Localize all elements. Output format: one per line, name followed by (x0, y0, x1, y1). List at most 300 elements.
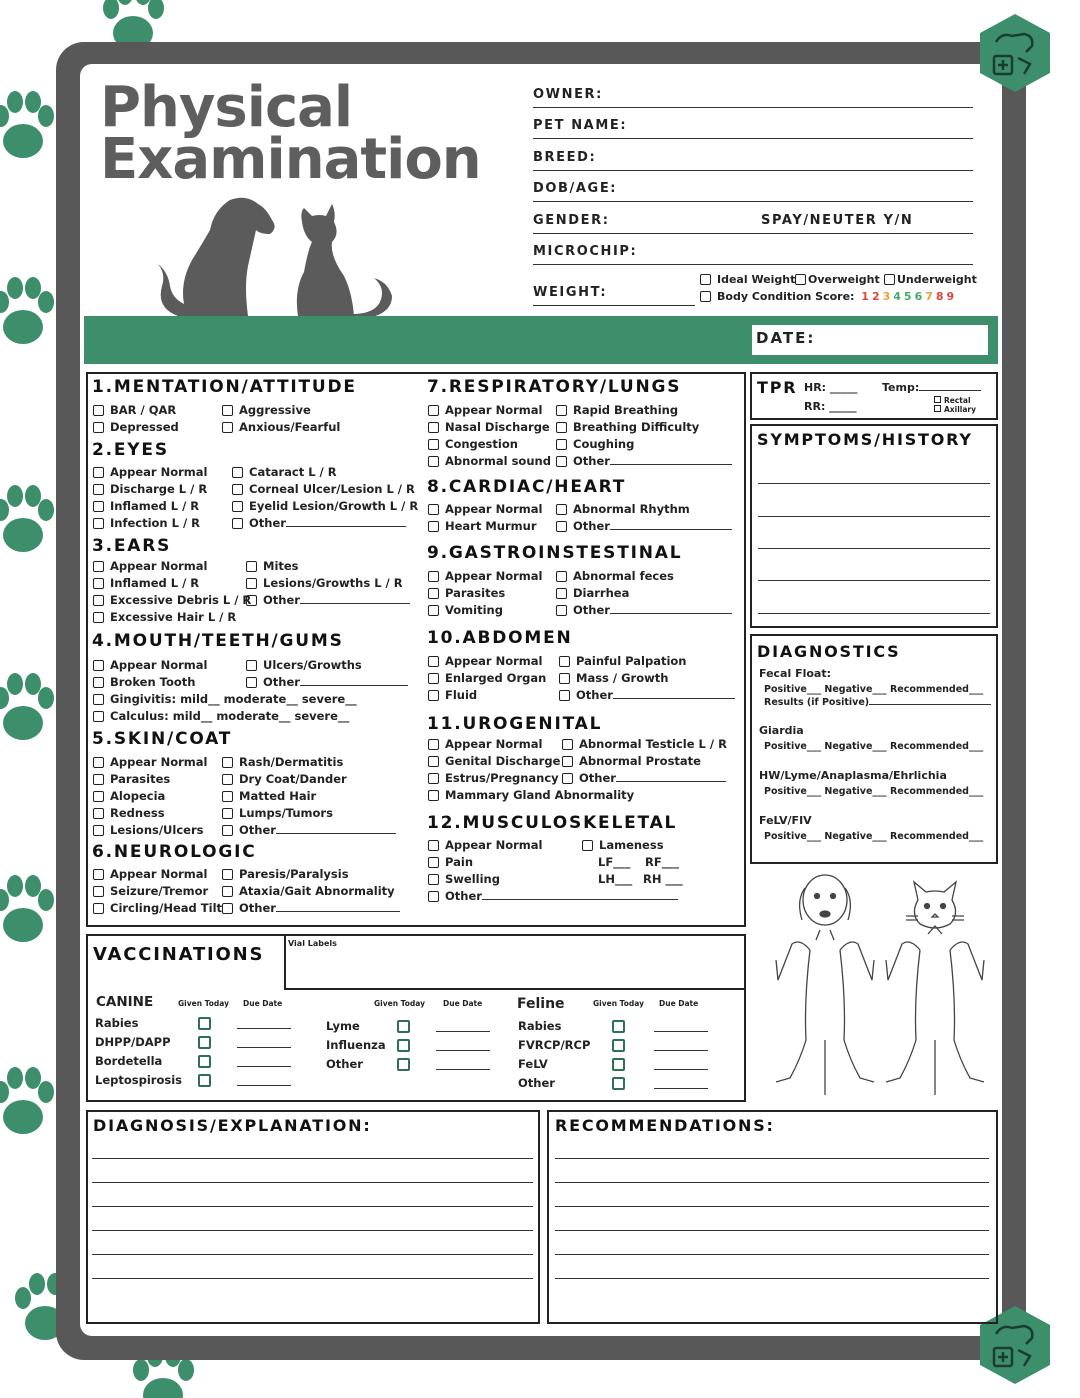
checkbox-icon (93, 677, 104, 688)
checkbox-icon (246, 677, 257, 688)
due-date-field[interactable] (237, 1028, 291, 1029)
checkbox-item[interactable] (582, 838, 664, 852)
section-title-s10: 10.ABDOMEN (427, 628, 573, 648)
checkbox-icon (232, 484, 243, 495)
checkbox-label: Painful Palpation (576, 654, 687, 668)
checkbox-item[interactable] (93, 658, 207, 672)
checkbox-item[interactable] (428, 403, 542, 417)
checkbox-label: Appear Normal (445, 569, 543, 583)
pet-name-field[interactable] (533, 115, 973, 139)
underweight-checkbox[interactable] (884, 273, 977, 286)
given-today-checkbox[interactable] (612, 1039, 625, 1052)
diagnosis-line[interactable] (92, 1158, 533, 1159)
checkbox-item[interactable] (222, 806, 333, 820)
checkbox-icon (428, 605, 439, 616)
section-title-s1: 1.MENTATION/ATTITUDE (92, 377, 357, 397)
checkbox-label: Breathing Difficulty (573, 420, 700, 434)
breed-field[interactable] (533, 147, 973, 171)
section-title-s9: 9.GASTROINSTESTINAL (427, 543, 683, 563)
checkbox-label: Appear Normal (110, 867, 208, 881)
checkbox-item[interactable] (428, 872, 500, 886)
checkbox-item[interactable] (246, 559, 299, 573)
symptoms-line[interactable] (758, 516, 990, 517)
checkbox-item[interactable] (428, 603, 503, 617)
checkbox-item[interactable] (93, 516, 200, 530)
checkbox-item[interactable] (232, 482, 415, 496)
checkbox-item[interactable] (93, 593, 251, 607)
given-today-checkbox[interactable] (612, 1058, 625, 1071)
bcs-score-8[interactable]: 8 (935, 290, 947, 303)
bcs-score-7[interactable]: 7 (925, 290, 936, 303)
vaccine-label: Bordetella (95, 1054, 163, 1068)
paw-print-icon (0, 272, 58, 352)
owner-label: OWNER: (533, 87, 603, 102)
checkbox-label: Appear Normal (110, 559, 208, 573)
diagnosis-line[interactable] (92, 1230, 533, 1231)
checkbox-label: Discharge L / R (110, 482, 208, 496)
symptoms-line[interactable] (758, 613, 990, 614)
given-today-header: Given Today (374, 999, 426, 1008)
fecal-results-label: Results (if Positive) (764, 697, 870, 708)
checkbox-icon (556, 521, 567, 532)
recommendation-line[interactable] (555, 1230, 989, 1231)
due-date-header: Due Date (243, 999, 283, 1008)
checkbox-icon (93, 422, 104, 433)
checkbox-item[interactable] (556, 603, 732, 617)
diagnosis-line[interactable] (92, 1182, 533, 1183)
recommendations-title: RECOMMENDATIONS: (555, 1116, 775, 1135)
checkbox-item[interactable] (246, 576, 403, 590)
bcs-score-1[interactable]: 1 (861, 290, 872, 303)
diagnostics-title: DIAGNOSTICS (757, 642, 901, 661)
checkbox-label: Other (263, 593, 300, 607)
checkbox-label: Rash/Dermatitis (239, 755, 344, 769)
rectal-checkbox[interactable] (934, 396, 971, 405)
checkbox-icon (93, 578, 104, 589)
section-title-s6: 6.NEUROLOGIC (92, 842, 257, 862)
checkbox-item[interactable] (93, 465, 207, 479)
checkbox-item[interactable] (222, 823, 396, 837)
ideal-weight-checkbox[interactable] (700, 273, 795, 286)
symptoms-line[interactable] (758, 483, 990, 484)
due-date-field[interactable] (436, 1069, 490, 1070)
checkbox-label: Nasal Discharge (445, 420, 550, 434)
checkbox-icon (93, 467, 104, 478)
checkbox-icon (934, 405, 941, 412)
checkbox-icon (222, 422, 233, 433)
checkbox-label: Calculus: mild__ moderate__ severe__ (110, 709, 350, 723)
hr-field[interactable]: HR: _____ (804, 381, 858, 394)
checkbox-item[interactable] (232, 499, 418, 513)
checkbox-item[interactable] (428, 671, 546, 685)
diagnosis-box (86, 1110, 540, 1324)
due-date-header: Due Date (443, 999, 483, 1008)
bcs-score-4[interactable]: 4 (893, 290, 904, 303)
checkbox-icon[interactable] (700, 291, 711, 302)
checkbox-label: Diarrhea (573, 586, 630, 600)
due-date-field[interactable] (654, 1031, 708, 1032)
given-today-checkbox[interactable] (397, 1020, 410, 1033)
checkbox-item[interactable] (93, 576, 199, 590)
checkbox-icon (556, 456, 567, 467)
checkbox-item[interactable] (222, 420, 340, 434)
blank-line (613, 698, 735, 699)
checkbox-label: Dry Coat/Dander (239, 772, 347, 786)
checkbox-icon (428, 891, 439, 902)
overweight-checkbox[interactable] (795, 273, 880, 286)
date-field[interactable] (752, 325, 988, 355)
checkbox-label: Other (579, 771, 616, 785)
dog-cat-silhouette-icon (148, 190, 408, 320)
checkbox-item[interactable] (93, 692, 357, 706)
checkbox-label: Lesions/Growths L / R (263, 576, 403, 590)
bcs-score-3[interactable]: 3 (882, 290, 894, 303)
blank-line (610, 529, 732, 530)
checkbox-label: Infection L / R (110, 516, 201, 530)
section-title-s2: 2.EYES (92, 440, 169, 460)
title-line-1: Physical (100, 75, 353, 140)
checkbox-icon (93, 774, 104, 785)
given-today-checkbox[interactable] (198, 1055, 211, 1068)
gender-field[interactable] (533, 210, 973, 234)
checkbox-item[interactable] (428, 569, 542, 583)
checkbox-item[interactable] (428, 519, 537, 533)
checkbox-item[interactable] (428, 889, 678, 903)
checkbox-item[interactable] (562, 771, 726, 785)
vaccine-label: Rabies (95, 1016, 139, 1030)
checkbox-icon (428, 588, 439, 599)
checkbox-item[interactable] (559, 671, 668, 685)
checkbox-icon (222, 808, 233, 819)
diagnosis-line[interactable] (92, 1254, 533, 1255)
checkbox-icon (93, 595, 104, 606)
checkbox-icon (246, 660, 257, 671)
checkbox-item[interactable] (428, 420, 550, 434)
checkbox-item[interactable] (428, 855, 473, 869)
checkbox-label: Other (573, 454, 610, 468)
checkbox-item[interactable] (556, 454, 732, 468)
symptoms-line[interactable] (758, 580, 990, 581)
checkbox-label: Other (239, 823, 276, 837)
checkbox-label: Lumps/Tumors (239, 806, 333, 820)
checkbox-icon (428, 673, 439, 684)
diagnosis-title: DIAGNOSIS/EXPLANATION: (93, 1116, 372, 1135)
checkbox-icon (93, 484, 104, 495)
felv-fiv-label: FeLV/FIV (759, 814, 812, 827)
checkbox-item[interactable] (428, 771, 559, 785)
hw-lyme-label: HW/Lyme/Anaplasma/Ehrlichia (759, 769, 947, 782)
checkbox-icon (556, 439, 567, 450)
recommendation-line[interactable] (555, 1182, 989, 1183)
checkbox-item[interactable] (556, 586, 629, 600)
checkbox-item[interactable] (428, 437, 518, 451)
symptoms-title: SYMPTOMS/HISTORY (757, 430, 973, 449)
giardia-result-line[interactable]: Positive___ Negative___ Recommended___ (764, 741, 984, 752)
checkbox-icon (222, 825, 233, 836)
checkbox-label: Cataract L / R (249, 465, 337, 479)
checkbox-item[interactable] (232, 465, 337, 479)
diagnosis-line[interactable] (92, 1206, 533, 1207)
paw-print-icon (0, 86, 58, 166)
checkbox-label: Ataxia/Gait Abnormality (239, 884, 395, 898)
checkbox-label: Paresis/Paralysis (239, 867, 349, 881)
checkbox-item[interactable] (562, 737, 727, 751)
rh-field[interactable]: RH ___ (643, 872, 683, 886)
dog-anatomy-diagram[interactable] (770, 870, 880, 1100)
given-today-checkbox[interactable] (198, 1074, 211, 1087)
axillary-checkbox[interactable] (934, 405, 976, 414)
checkbox-item[interactable] (428, 737, 542, 751)
checkbox-label: Appear Normal (110, 658, 208, 672)
checkbox-icon (556, 422, 567, 433)
due-date-field[interactable] (436, 1050, 490, 1051)
vial-labels-box[interactable] (284, 934, 746, 990)
given-today-checkbox[interactable] (397, 1058, 410, 1071)
checkbox-label: Other (445, 889, 482, 903)
checkbox-icon (428, 405, 439, 416)
fecal-results-field[interactable] (764, 697, 991, 708)
checkbox-label: Vomiting (445, 603, 503, 617)
checkbox-icon (93, 561, 104, 572)
checkbox-item[interactable] (428, 788, 634, 802)
vaccine-label: DHPP/DAPP (95, 1035, 171, 1049)
checkbox-item[interactable] (93, 901, 222, 915)
checkbox-icon (93, 825, 104, 836)
checkbox-icon (246, 595, 257, 606)
checkbox-icon (222, 869, 233, 880)
weight-field[interactable] (533, 282, 695, 306)
checkbox-item[interactable] (93, 675, 195, 689)
bcs-score-9[interactable]: 9 (946, 290, 958, 303)
checkbox-icon (222, 791, 233, 802)
checkbox-item[interactable] (93, 420, 179, 434)
checkbox-icon (232, 518, 243, 529)
checkbox-label: Rapid Breathing (573, 403, 679, 417)
checkbox-item[interactable] (222, 901, 400, 915)
recommendations-box (547, 1110, 998, 1324)
checkbox-icon (93, 757, 104, 768)
checkbox-label: Depressed (110, 420, 179, 434)
checkbox-item[interactable] (222, 772, 347, 786)
checkbox-item[interactable] (93, 482, 207, 496)
checkbox-icon (884, 274, 895, 285)
due-date-field[interactable] (654, 1088, 708, 1089)
rf-field[interactable]: RF___ (645, 855, 679, 869)
checkbox-item[interactable] (428, 454, 551, 468)
checkbox-icon (93, 660, 104, 671)
checkbox-item[interactable] (93, 610, 236, 624)
section-title-s8: 8.CARDIAC/HEART (427, 477, 627, 497)
checkbox-item[interactable] (428, 838, 542, 852)
vaccine-label: Other (326, 1057, 363, 1071)
checkbox-label: Abnormal feces (573, 569, 674, 583)
checkbox-item[interactable] (93, 403, 176, 417)
feline-header: Feline (517, 996, 565, 1012)
checkbox-label: Gingivitis: mild__ moderate__ severe__ (110, 692, 357, 706)
dob-age-field[interactable] (533, 178, 973, 202)
checkbox-label: Excessive Hair L / R (110, 610, 237, 624)
due-date-field[interactable] (237, 1085, 291, 1086)
microchip-field[interactable] (533, 241, 973, 265)
rectal-label: Rectal (944, 396, 971, 405)
checkbox-icon (93, 405, 104, 416)
checkbox-item[interactable] (556, 420, 699, 434)
checkbox-label: Other (576, 688, 613, 702)
due-date-header: Due Date (659, 999, 699, 1008)
checkbox-item[interactable] (222, 755, 343, 769)
cat-anatomy-diagram[interactable] (880, 870, 990, 1100)
bcs-scale (861, 290, 957, 303)
checkbox-icon (559, 656, 570, 667)
section-title-s12: 12.MUSCULOSKELETAL (427, 813, 678, 833)
checkbox-item[interactable] (562, 754, 701, 768)
checkbox-label: Estrus/Pregnancy (445, 771, 559, 785)
fecal-result-line[interactable]: Positive___ Negative___ Recommended___ (764, 684, 984, 695)
microchip-label: MICROCHIP: (533, 244, 638, 259)
rr-field[interactable]: RR: _____ (804, 400, 857, 413)
recommendation-line[interactable] (555, 1278, 989, 1279)
bcs-score-6[interactable]: 6 (914, 290, 926, 303)
checkbox-item[interactable] (93, 755, 207, 769)
checkbox-item[interactable] (93, 709, 349, 723)
checkbox-item[interactable] (93, 867, 207, 881)
dob-age-label: DOB/AGE: (533, 181, 618, 196)
checkbox-item[interactable] (559, 654, 687, 668)
checkbox-icon (428, 571, 439, 582)
due-date-field[interactable] (237, 1047, 291, 1048)
hw-result-line[interactable]: Positive___ Negative___ Recommended___ (764, 786, 984, 797)
blank-line (610, 613, 732, 614)
checkbox-item[interactable] (93, 499, 199, 513)
checkbox-label: Mites (263, 559, 299, 573)
checkbox-item[interactable] (246, 675, 408, 689)
checkbox-icon (934, 396, 941, 403)
checkbox-icon (559, 673, 570, 684)
temp-label: Temp: (882, 381, 920, 394)
checkbox-item[interactable] (246, 658, 362, 672)
checkbox-label: Abnormal Rhythm (573, 502, 690, 516)
given-today-checkbox[interactable] (612, 1077, 625, 1090)
recommendation-line[interactable] (555, 1206, 989, 1207)
checkbox-icon (222, 903, 233, 914)
symptoms-line[interactable] (758, 548, 990, 549)
checkbox-item[interactable] (428, 688, 477, 702)
recommendation-line[interactable] (555, 1158, 989, 1159)
due-date-field[interactable] (436, 1031, 490, 1032)
checkbox-icon (556, 588, 567, 599)
checkbox-item[interactable] (93, 772, 170, 786)
blank-line (616, 781, 726, 782)
checkbox-item[interactable] (556, 502, 690, 516)
blank-line (300, 603, 410, 604)
blank-line (300, 685, 408, 686)
given-today-checkbox[interactable] (198, 1017, 211, 1030)
section-title-s7: 7.RESPIRATORY/LUNGS (427, 377, 682, 397)
checkbox-item[interactable] (556, 569, 674, 583)
checkbox-icon (428, 656, 439, 667)
checkbox-label: Redness (110, 806, 165, 820)
felv-result-line[interactable]: Positive___ Negative___ Recommended___ (764, 831, 984, 842)
checkbox-label: Appear Normal (445, 737, 543, 751)
checkbox-item[interactable] (93, 823, 203, 837)
checkbox-icon (93, 869, 104, 880)
checkbox-item[interactable] (556, 519, 732, 533)
checkbox-icon (428, 690, 439, 701)
checkbox-icon (93, 518, 104, 529)
page-title (100, 75, 481, 192)
checkbox-item[interactable] (428, 502, 542, 516)
given-today-checkbox[interactable] (397, 1039, 410, 1052)
checkbox-icon (93, 711, 104, 722)
bcs-score-2[interactable]: 2 (871, 290, 883, 303)
checkbox-item[interactable] (222, 867, 349, 881)
checkbox-item[interactable] (222, 789, 316, 803)
checkbox-icon (428, 739, 439, 750)
checkbox-item[interactable] (93, 789, 165, 803)
pet-name-label: PET NAME: (533, 118, 628, 133)
due-date-field[interactable] (237, 1066, 291, 1067)
bcs-score-5[interactable]: 5 (903, 290, 915, 303)
vaccine-label: FVRCP/RCP (518, 1038, 591, 1052)
checkbox-item[interactable] (93, 806, 165, 820)
checkbox-item[interactable] (246, 593, 410, 607)
checkbox-item[interactable] (222, 403, 311, 417)
checkbox-item[interactable] (559, 688, 735, 702)
vaccine-label: Lyme (326, 1019, 360, 1033)
given-today-checkbox[interactable] (198, 1036, 211, 1049)
checkbox-label: Appear Normal (110, 755, 208, 769)
giardia-label: Giardia (759, 724, 804, 737)
checkbox-icon (556, 605, 567, 616)
checkbox-label: Lameness (599, 838, 664, 852)
vial-labels-label: Vial Labels (288, 939, 337, 948)
lh-field[interactable]: LH___ (598, 872, 633, 886)
spay-neuter-label: SPAY/NEUTER Y/N (761, 213, 914, 228)
checkbox-icon (428, 874, 439, 885)
checkbox-item[interactable] (232, 516, 406, 530)
owner-field[interactable] (533, 84, 973, 108)
checkbox-icon (93, 903, 104, 914)
due-date-field[interactable] (654, 1050, 708, 1051)
diagnosis-line[interactable] (92, 1278, 533, 1279)
checkbox-label: Enlarged Organ (445, 671, 547, 685)
vaccine-label: FeLV (518, 1057, 548, 1071)
given-today-header: Given Today (178, 999, 230, 1008)
blank-line (482, 899, 678, 900)
checkbox-item[interactable] (222, 884, 395, 898)
recommendation-line[interactable] (555, 1254, 989, 1255)
checkbox-icon (428, 756, 439, 767)
checkbox-icon (582, 840, 593, 851)
checkbox-icon (93, 612, 104, 623)
vaccinations-title: VACCINATIONS (93, 944, 265, 965)
checkbox-item[interactable] (93, 559, 207, 573)
checkbox-icon (428, 857, 439, 868)
checkbox-label: BAR / QAR (110, 403, 177, 417)
due-date-field[interactable] (654, 1069, 708, 1070)
checkbox-item[interactable] (428, 586, 505, 600)
checkbox-label: Abnormal Testicle L / R (579, 737, 727, 751)
checkbox-item[interactable] (556, 437, 634, 451)
checkbox-label: Aggressive (239, 403, 311, 417)
checkbox-item[interactable] (428, 654, 542, 668)
checkbox-item[interactable] (93, 884, 208, 898)
checkbox-item[interactable] (428, 754, 560, 768)
checkbox-item[interactable] (556, 403, 678, 417)
given-today-checkbox[interactable] (612, 1020, 625, 1033)
lf-field[interactable]: LF___ (598, 855, 631, 869)
temp-field[interactable] (882, 381, 981, 394)
